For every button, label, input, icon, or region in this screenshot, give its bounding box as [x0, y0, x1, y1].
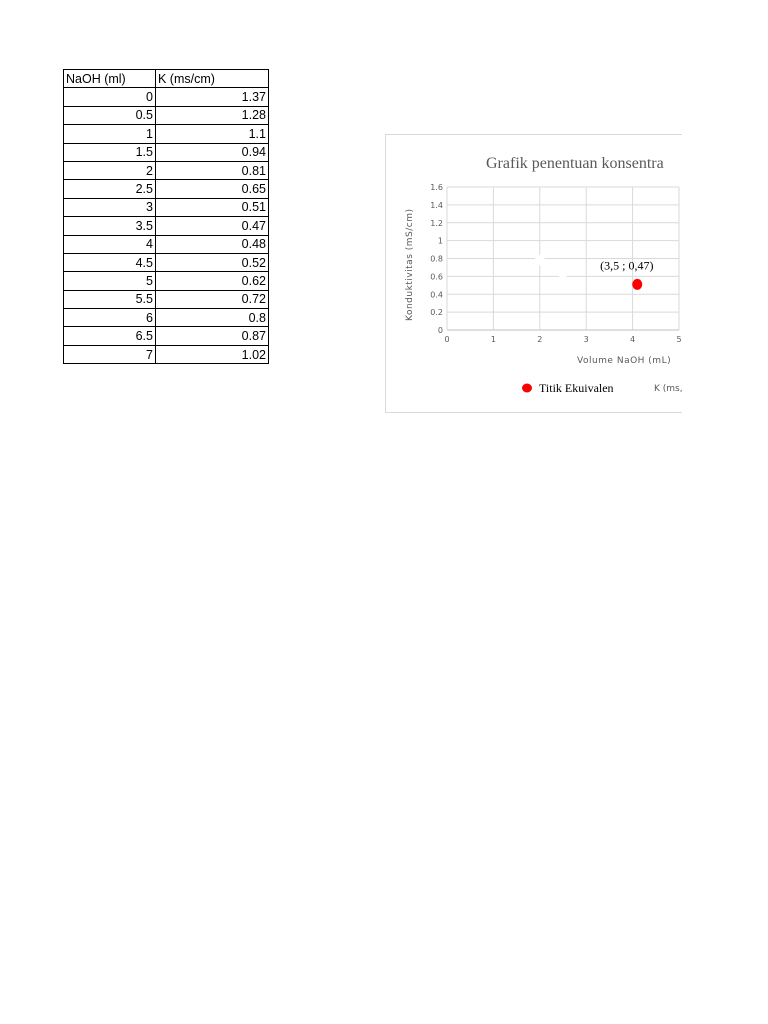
cell-k: 0.52 [156, 253, 269, 271]
chart-area [385, 134, 682, 413]
cell-naoh: 1 [64, 125, 156, 143]
cell-k: 1.37 [156, 88, 269, 106]
cell-k: 0.51 [156, 198, 269, 216]
cell-naoh: 6.5 [64, 327, 156, 345]
cell-naoh: 7 [64, 345, 156, 363]
y-tick-label: 0.2 [430, 308, 443, 318]
cell-k: 0.87 [156, 327, 269, 345]
y-tick-label: 0.6 [430, 272, 443, 282]
cell-k: 0.47 [156, 217, 269, 235]
cell-naoh: 2 [64, 161, 156, 179]
header-k: K (ms/cm) [156, 70, 269, 88]
y-tick-label: 1.4 [430, 200, 443, 210]
cell-k: 1.28 [156, 106, 269, 124]
cell-naoh: 4.5 [64, 253, 156, 271]
legend-label-k: K (ms, [654, 384, 683, 394]
y-tick-label: 1.6 [430, 183, 443, 192]
table-row [64, 143, 269, 161]
cell-naoh: 3 [64, 198, 156, 216]
table-header-row [64, 70, 269, 88]
x-tick-label: 5 [676, 335, 682, 344]
cell-k: 0.62 [156, 272, 269, 290]
chart-title: Grafik penentuan konsentra [486, 155, 664, 172]
chart-svg [386, 135, 682, 413]
cell-naoh: 4 [64, 235, 156, 253]
k-data-point [558, 267, 568, 278]
cell-k: 0.72 [156, 290, 269, 308]
header-naoh: NaOH (ml) [64, 70, 156, 88]
table-row [64, 217, 269, 235]
table-row [64, 327, 269, 345]
table-row [64, 88, 269, 106]
cell-naoh: 0 [64, 88, 156, 106]
cell-k: 1.02 [156, 345, 269, 363]
x-tick-label: 3 [583, 335, 589, 344]
y-tick-label: 0.4 [430, 290, 443, 300]
y-axis-label: Konduktivitas (mS/cm) [405, 208, 415, 321]
cell-k: 0.65 [156, 180, 269, 198]
y-tick-label: 1.2 [430, 218, 443, 228]
legend-label-titik-ekuivalen: Titik Ekuivalen [539, 381, 614, 395]
cell-naoh: 6 [64, 309, 156, 327]
cell-k: 0.81 [156, 161, 269, 179]
x-tick-label: 0 [444, 335, 450, 344]
x-tick-label: 1 [490, 335, 496, 344]
table-row [64, 272, 269, 290]
cell-naoh: 5 [64, 272, 156, 290]
table-row [64, 345, 269, 363]
equivalence-annotation: (3,5 ; 0,47) [600, 258, 654, 273]
table-row [64, 180, 269, 198]
y-tick-label: 0.8 [430, 254, 443, 264]
cell-naoh: 3.5 [64, 217, 156, 235]
cell-naoh: 2.5 [64, 180, 156, 198]
titik-ekuivalen-point [632, 279, 642, 290]
table-row [64, 235, 269, 253]
cell-k: 1.1 [156, 125, 269, 143]
x-tick-label: 2 [537, 335, 543, 344]
table-row [64, 198, 269, 216]
table-row [64, 253, 269, 271]
cell-k: 0.8 [156, 309, 269, 327]
cell-k: 0.48 [156, 235, 269, 253]
table-row [64, 106, 269, 124]
cell-k: 0.94 [156, 143, 269, 161]
table-row [64, 161, 269, 179]
table-row [64, 125, 269, 143]
cell-naoh: 0.5 [64, 106, 156, 124]
y-tick-label: 0 [437, 326, 443, 335]
table-body [64, 88, 269, 364]
table-row [64, 290, 269, 308]
data-table [63, 69, 269, 364]
cell-naoh: 5.5 [64, 290, 156, 308]
y-tick-label: 1 [437, 236, 443, 246]
k-data-point [535, 255, 545, 266]
cell-naoh: 1.5 [64, 143, 156, 161]
x-axis-label: Volume NaOH (mL) [577, 356, 672, 366]
legend-marker-titik-ekuivalen [522, 384, 532, 393]
x-tick-label: 4 [630, 335, 636, 344]
table-row [64, 309, 269, 327]
